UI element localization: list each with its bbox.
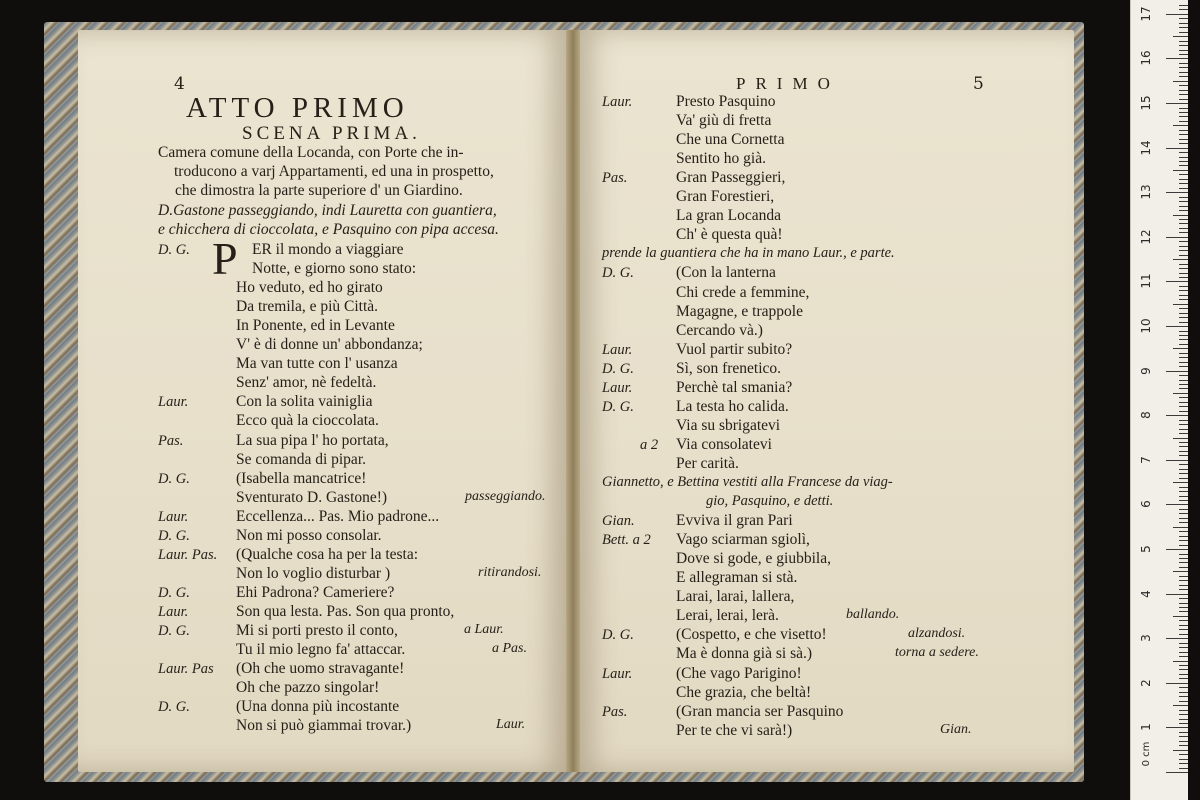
stage-note: Gian.: [940, 721, 972, 737]
drop-cap: P: [212, 233, 238, 284]
speaker-label: Laur. Pas: [158, 661, 214, 678]
ruler-tick: [1179, 366, 1188, 367]
verse-line: Via consolatevi: [676, 435, 772, 453]
ruler-tick: [1173, 125, 1188, 126]
ruler-tick: [1179, 411, 1188, 412]
ruler-label: 5: [1139, 545, 1153, 553]
ruler-tick: [1173, 438, 1188, 439]
verse-line: Presto Pasquino: [676, 93, 776, 110]
ruler-tick: [1179, 710, 1188, 711]
ruler-tick: [1166, 683, 1188, 684]
speaker-label: Laur.: [602, 341, 633, 358]
speaker-label: Laur.: [602, 379, 633, 396]
verse-line: Tu il mio legno fa' attaccar.: [236, 641, 406, 659]
ruler-tick: [1179, 357, 1188, 358]
ruler-tick: [1173, 304, 1188, 305]
ruler-tick: [1179, 165, 1188, 166]
ruler-tick: [1179, 183, 1188, 184]
ruler-tick: [1179, 277, 1188, 278]
ruler-tick: [1166, 549, 1188, 550]
ruler-tick: [1179, 424, 1188, 425]
ruler-tick: [1179, 317, 1188, 318]
verse-line: V' è di donne un' abbondanza;: [236, 336, 423, 354]
verse-line: Ch' è questa quà!: [676, 226, 783, 244]
ruler-tick: [1179, 161, 1188, 162]
ruler-tick: [1179, 72, 1188, 73]
verse-line: Ecco quà la cioccolata.: [236, 412, 379, 430]
ruler-tick: [1179, 656, 1188, 657]
ruler-tick: [1179, 478, 1188, 479]
speaker-label: D. G.: [158, 527, 190, 544]
ruler-tick: [1179, 455, 1188, 456]
ruler-tick: [1179, 451, 1188, 452]
verse-line: Oh che pazzo singolar!: [236, 679, 380, 697]
verse-line: Per carità.: [676, 454, 739, 472]
verse-line: Vuol partir subito?: [676, 340, 793, 358]
ruler-label: 14: [1139, 139, 1153, 156]
verse-line: Va' giù di fretta: [676, 112, 772, 130]
ruler-tick: [1179, 442, 1188, 443]
verse-line: Perchè tal smania?: [676, 378, 793, 396]
ruler-tick: [1179, 179, 1188, 180]
ruler-label: 15: [1139, 95, 1153, 111]
verse-line: Ho veduto, ed ho girato: [236, 279, 383, 297]
ruler-tick: [1166, 371, 1188, 372]
ruler-tick: [1173, 348, 1188, 349]
setting-line: che dimostra la parte superiore d' un Giardino.: [175, 182, 463, 199]
verse-line: Sentito ho già.: [676, 150, 766, 168]
ruler-tick: [1166, 727, 1188, 728]
verse-line: Eccellenza... Pas. Mio padrone...: [236, 507, 440, 525]
ruler-label: 7: [1139, 455, 1153, 464]
ruler-tick: [1179, 232, 1188, 233]
verse-line: Senz' amor, nè fedeltà.: [236, 374, 377, 392]
ruler-tick: [1179, 589, 1188, 590]
ruler-tick: [1179, 353, 1188, 354]
verse-line: Mi si porti presto il conto,: [236, 622, 398, 639]
verse-line: La gran Locanda: [676, 207, 781, 225]
ruler-tick: [1179, 228, 1188, 229]
verse-line: Che grazia, che beltà!: [676, 683, 812, 701]
ruler-tick: [1179, 76, 1188, 77]
ruler-tick: [1179, 255, 1188, 256]
ruler-tick: [1173, 705, 1188, 706]
ruler-tick: [1179, 313, 1188, 314]
right-page: [574, 30, 1074, 772]
verse-line: (Cospetto, e che visetto!: [676, 626, 827, 644]
verse-line: (Che vago Parigino!: [676, 664, 802, 682]
ruler-tick: [1179, 719, 1188, 720]
speaker-label: D. G.: [158, 699, 190, 716]
verse-line: (Oh che uomo stravagante!: [236, 660, 405, 678]
ruler-tick: [1179, 219, 1188, 220]
ruler-tick: [1179, 647, 1188, 648]
ruler-tick: [1166, 772, 1188, 773]
ruler-tick: [1166, 58, 1188, 59]
ruler-tick: [1166, 326, 1188, 327]
ruler-tick: [1179, 585, 1188, 586]
ruler-tick: [1179, 116, 1188, 117]
ruler-tick: [1179, 634, 1188, 635]
ruler-tick: [1179, 308, 1188, 309]
speaker-label: D. G.: [602, 398, 634, 415]
ruler-tick: [1166, 594, 1188, 595]
ruler-tick: [1179, 509, 1188, 510]
speaker-label: Laur.: [602, 94, 633, 110]
ruler-tick: [1179, 339, 1188, 340]
ruler-tick: [1173, 616, 1188, 617]
speaker-label: Laur. Pas.: [158, 546, 218, 563]
ruler-tick: [1173, 170, 1188, 171]
verse-line: (Gran mancia ser Pasquino: [676, 702, 844, 720]
ruler-tick: [1179, 67, 1188, 68]
verse-line: Sventurato D. Gastone!): [236, 488, 388, 506]
setting-line: Camera comune della Locanda, con Porte che in-: [158, 144, 464, 161]
ruler-tick: [1179, 188, 1188, 189]
ruler-tick: [1179, 433, 1188, 434]
ruler-tick: [1179, 473, 1188, 474]
speaker-label: Laur.: [602, 665, 633, 682]
ruler-tick: [1179, 554, 1188, 555]
ruler-tick: [1179, 290, 1188, 291]
ruler-tick: [1179, 90, 1188, 91]
stage-note: passeggiando.: [465, 488, 546, 504]
ruler-tick: [1179, 210, 1188, 211]
verse-line: E allegraman si stà.: [676, 569, 798, 587]
stage-note: torna a sedere.: [895, 645, 979, 661]
page-number-left: 4: [174, 74, 185, 94]
ruler-tick: [1179, 678, 1188, 679]
ruler-tick: [1179, 741, 1188, 742]
verse-line: Dove si gode, e giubbila,: [676, 550, 831, 568]
ruler-tick: [1179, 134, 1188, 135]
ruler-tick: [1173, 527, 1188, 528]
ruler-tick: [1179, 429, 1188, 430]
ruler-tick: [1179, 540, 1188, 541]
ruler-tick: [1179, 469, 1188, 470]
ruler-tick: [1179, 108, 1188, 109]
speaker-label: D. G.: [158, 623, 190, 639]
ruler-label: 8: [1139, 411, 1153, 420]
ruler-tick: [1179, 576, 1188, 577]
ruler-tick: [1179, 9, 1188, 10]
ruler-tick: [1179, 464, 1188, 465]
ruler-tick: [1179, 629, 1188, 630]
verse-line: Notte, e giorno sono stato:: [252, 260, 417, 278]
page-number-right: 5: [973, 74, 984, 94]
verse-line: Gran Forestieri,: [676, 188, 775, 206]
scene-title: SCENA PRIMA.: [242, 123, 421, 144]
book-gutter: [566, 30, 580, 772]
ruler-tick: [1179, 331, 1188, 332]
ruler-tick: [1179, 500, 1188, 501]
ruler-tick: [1179, 603, 1188, 604]
ruler-tick: [1179, 388, 1188, 389]
verse-line: Cercando và.): [676, 321, 763, 339]
ruler-tick: [1179, 322, 1188, 323]
ruler-tick: [1179, 496, 1188, 497]
stage-note: ballando.: [846, 607, 900, 623]
verse-line: Che una Cornetta: [676, 131, 785, 149]
ruler-tick: [1179, 63, 1188, 64]
ruler-tick: [1179, 23, 1188, 24]
ruler-tick: [1179, 562, 1188, 563]
ruler-tick: [1179, 652, 1188, 653]
ruler-tick: [1179, 759, 1188, 760]
speaker-label: Bett. a 2: [602, 532, 651, 549]
ruler-tick: [1179, 54, 1188, 55]
verse-line: Gran Passeggieri,: [676, 169, 786, 187]
measurement-ruler: [1130, 0, 1188, 800]
ruler-tick: [1179, 41, 1188, 42]
ruler-tick: [1179, 518, 1188, 519]
ruler-zero-label: 0 cm: [1141, 741, 1152, 767]
ruler-tick: [1179, 157, 1188, 158]
ruler-tick: [1179, 18, 1188, 19]
ruler-tick: [1179, 402, 1188, 403]
verse-line: Ehi Padrona? Cameriere?: [236, 583, 395, 601]
ruler-tick: [1166, 504, 1188, 505]
ruler-label: 10: [1139, 318, 1153, 334]
stage-note: ritirandosi.: [478, 564, 542, 580]
speaker-label: D. G.: [602, 360, 634, 377]
ruler-tick: [1179, 273, 1188, 274]
ruler-tick: [1179, 143, 1188, 144]
verse-line: Non mi posso consolar.: [236, 526, 382, 544]
ruler-tick: [1179, 32, 1188, 33]
ruler-tick: [1179, 152, 1188, 153]
ruler-tick: [1179, 85, 1188, 86]
verse-line: Larai, larai, lallera,: [676, 588, 795, 606]
stage-note: a Laur.: [464, 622, 504, 637]
ruler-tick: [1166, 638, 1188, 639]
ruler-label: 3: [1139, 634, 1153, 643]
ruler-tick: [1179, 299, 1188, 300]
ruler-tick: [1179, 295, 1188, 296]
verse-line: Sì, son frenetico.: [676, 359, 782, 377]
verse-line: Chi crede a femmine,: [676, 283, 810, 301]
speaker-label: Pas.: [602, 703, 628, 720]
ruler-label: 9: [1139, 366, 1153, 375]
ruler-tick: [1166, 148, 1188, 149]
running-head: PRIMO: [736, 74, 840, 93]
ruler-tick: [1179, 692, 1188, 693]
ruler-tick: [1179, 607, 1188, 608]
ruler-tick: [1173, 661, 1188, 662]
ruler-tick: [1179, 286, 1188, 287]
ruler-tick: [1179, 446, 1188, 447]
ruler-tick: [1179, 536, 1188, 537]
verse-line: (Isabella mancatrice!: [236, 469, 367, 487]
ruler-label: 17: [1139, 6, 1153, 22]
stage-note: a Pas.: [492, 641, 527, 657]
ruler-tick: [1179, 522, 1188, 523]
ruler-tick: [1179, 723, 1188, 724]
speaker-label: D. G.: [158, 470, 190, 487]
speaker-label: Gian.: [602, 513, 635, 530]
stage-direction: e chicchera di cioccolata, e Pasquino con pipa accesa.: [158, 221, 499, 238]
ruler-tick: [1179, 99, 1188, 100]
ruler-tick: [1179, 268, 1188, 269]
ruler-tick: [1179, 674, 1188, 675]
verse-line: Ma è donna già si sà.): [676, 645, 813, 663]
verse-line: Son qua lesta. Pas. Son qua pronto,: [236, 602, 455, 620]
ruler-tick: [1179, 201, 1188, 202]
setting-line: troducono a varj Appartamenti, ed una in prospetto,: [174, 163, 494, 180]
ruler-tick: [1179, 241, 1188, 242]
ruler-tick: [1166, 103, 1188, 104]
ruler-tick: [1173, 215, 1188, 216]
ruler-label: 16: [1139, 50, 1153, 67]
ruler-label: 12: [1139, 229, 1153, 245]
ruler-tick: [1179, 611, 1188, 612]
ruler-tick: [1179, 94, 1188, 95]
speaker-label: Pas.: [602, 170, 628, 187]
verse-line: Non lo voglio disturbar ): [236, 564, 391, 582]
ruler-tick: [1179, 643, 1188, 644]
ruler-tick: [1179, 669, 1188, 670]
ruler-tick: [1179, 406, 1188, 407]
ruler-tick: [1179, 598, 1188, 599]
verse-line: Se comanda di pipar.: [236, 450, 366, 468]
ruler-tick: [1173, 571, 1188, 572]
ruler-tick: [1179, 625, 1188, 626]
verse-line: Da tremila, e più Città.: [236, 298, 379, 316]
ruler-tick: [1173, 393, 1188, 394]
ruler-tick: [1179, 768, 1188, 769]
stage-direction: D.Gastone passeggiando, indi Lauretta con guantiera,: [158, 202, 497, 219]
verse-line: Per te che vi sarà!): [676, 721, 793, 739]
verse-line: Via su sbrigatevi: [676, 416, 781, 434]
verse-line: Vago sciarman sgiolì,: [676, 531, 810, 549]
ruler-label: 1: [1139, 723, 1153, 732]
stage-direction: gio, Pasquino, e detti.: [706, 493, 834, 510]
ruler-label: 4: [1139, 589, 1153, 598]
verse-line: In Ponente, ed in Levante: [236, 317, 395, 335]
verse-line: La sua pipa l' ho portata,: [236, 431, 389, 449]
ruler-tick: [1179, 174, 1188, 175]
ruler-tick: [1179, 567, 1188, 568]
verse-line: (Con la lanterna: [676, 264, 776, 282]
ruler-tick: [1179, 531, 1188, 532]
verse-line: (Qualche cosa ha per la testa:: [236, 545, 419, 563]
ruler-tick: [1166, 14, 1188, 15]
ruler-tick: [1179, 714, 1188, 715]
ruler-tick: [1179, 246, 1188, 247]
ruler-tick: [1179, 375, 1188, 376]
speaker-label: Laur.: [158, 394, 189, 411]
ruler-tick: [1179, 487, 1188, 488]
ruler-tick: [1173, 259, 1188, 260]
speaker-label: Pas.: [158, 432, 184, 449]
ruler-tick: [1179, 580, 1188, 581]
ruler-tick: [1179, 491, 1188, 492]
stage-direction: Giannetto, e Bettina vestiti alla Francese da viag-: [602, 474, 893, 490]
ruler-tick: [1173, 750, 1188, 751]
ruler-tick: [1179, 139, 1188, 140]
ruler-tick: [1179, 420, 1188, 421]
ruler-tick: [1179, 558, 1188, 559]
ruler-tick: [1179, 197, 1188, 198]
ruler-tick: [1179, 687, 1188, 688]
stage-note: Laur.: [496, 717, 526, 733]
ruler-tick: [1179, 745, 1188, 746]
ruler-tick: [1166, 192, 1188, 193]
verse-line: Evviva il gran Pari: [676, 512, 793, 530]
ruler-tick: [1179, 5, 1188, 6]
ruler-tick: [1166, 281, 1188, 282]
speaker-label: D. G.: [158, 584, 190, 601]
ruler-tick: [1173, 81, 1188, 82]
speaker-label: D. G.: [602, 265, 634, 282]
ruler-label: 11: [1139, 273, 1153, 290]
act-title: ATTO PRIMO: [186, 92, 409, 124]
ruler-tick: [1179, 736, 1188, 737]
speaker-label: D. G.: [602, 627, 634, 644]
ruler-tick: [1179, 763, 1188, 764]
ruler-tick: [1179, 513, 1188, 514]
verse-line: Con la solita vainiglia: [236, 393, 373, 411]
ruler-tick: [1179, 362, 1188, 363]
ruler-label: 13: [1139, 184, 1153, 200]
ruler-tick: [1179, 130, 1188, 131]
verse-line: Ma van tutte con l' usanza: [236, 355, 398, 373]
ruler-tick: [1166, 460, 1188, 461]
ruler-tick: [1179, 397, 1188, 398]
ruler-tick: [1179, 545, 1188, 546]
speaker-label: Laur.: [158, 603, 189, 620]
verse-line: (Una donna più incostante: [236, 698, 400, 716]
verse-line: ER il mondo a viaggiare: [252, 241, 404, 258]
verse-line: Non si può giammai trovar.): [236, 717, 412, 735]
ruler-tick: [1179, 380, 1188, 381]
ruler-tick: [1179, 264, 1188, 265]
ruler-tick: [1173, 36, 1188, 37]
ruler-tick: [1179, 50, 1188, 51]
verse-line: Magagne, e trappole: [676, 302, 803, 320]
ruler-tick: [1179, 665, 1188, 666]
verse-line: Lerai, lerai, lerà.: [676, 607, 779, 625]
ruler-label: 2: [1139, 678, 1153, 687]
ruler-tick: [1173, 482, 1188, 483]
ruler-tick: [1179, 384, 1188, 385]
ruler-label: 6: [1139, 500, 1153, 509]
stage-note: alzandosi.: [908, 626, 966, 642]
ruler-tick: [1179, 335, 1188, 336]
ruler-tick: [1179, 121, 1188, 122]
speaker-label: Laur.: [158, 508, 189, 525]
ruler-tick: [1179, 112, 1188, 113]
ruler-tick: [1179, 223, 1188, 224]
ruler-tick: [1179, 45, 1188, 46]
ruler-tick: [1179, 250, 1188, 251]
stage-direction: prende la guantiera che ha in mano Laur., e parte.: [602, 245, 895, 262]
ruler-tick: [1166, 237, 1188, 238]
ruler-tick: [1179, 754, 1188, 755]
speaker-label: a 2: [640, 436, 659, 453]
ruler-tick: [1179, 206, 1188, 207]
ruler-tick: [1179, 27, 1188, 28]
ruler-tick: [1179, 696, 1188, 697]
ruler-tick: [1179, 344, 1188, 345]
ruler-tick: [1179, 620, 1188, 621]
ruler-tick: [1166, 415, 1188, 416]
ruler-tick: [1179, 701, 1188, 702]
verse-line: La testa ho calida.: [676, 397, 789, 415]
ruler-tick: [1179, 732, 1188, 733]
speaker-label: D. G.: [158, 242, 190, 258]
